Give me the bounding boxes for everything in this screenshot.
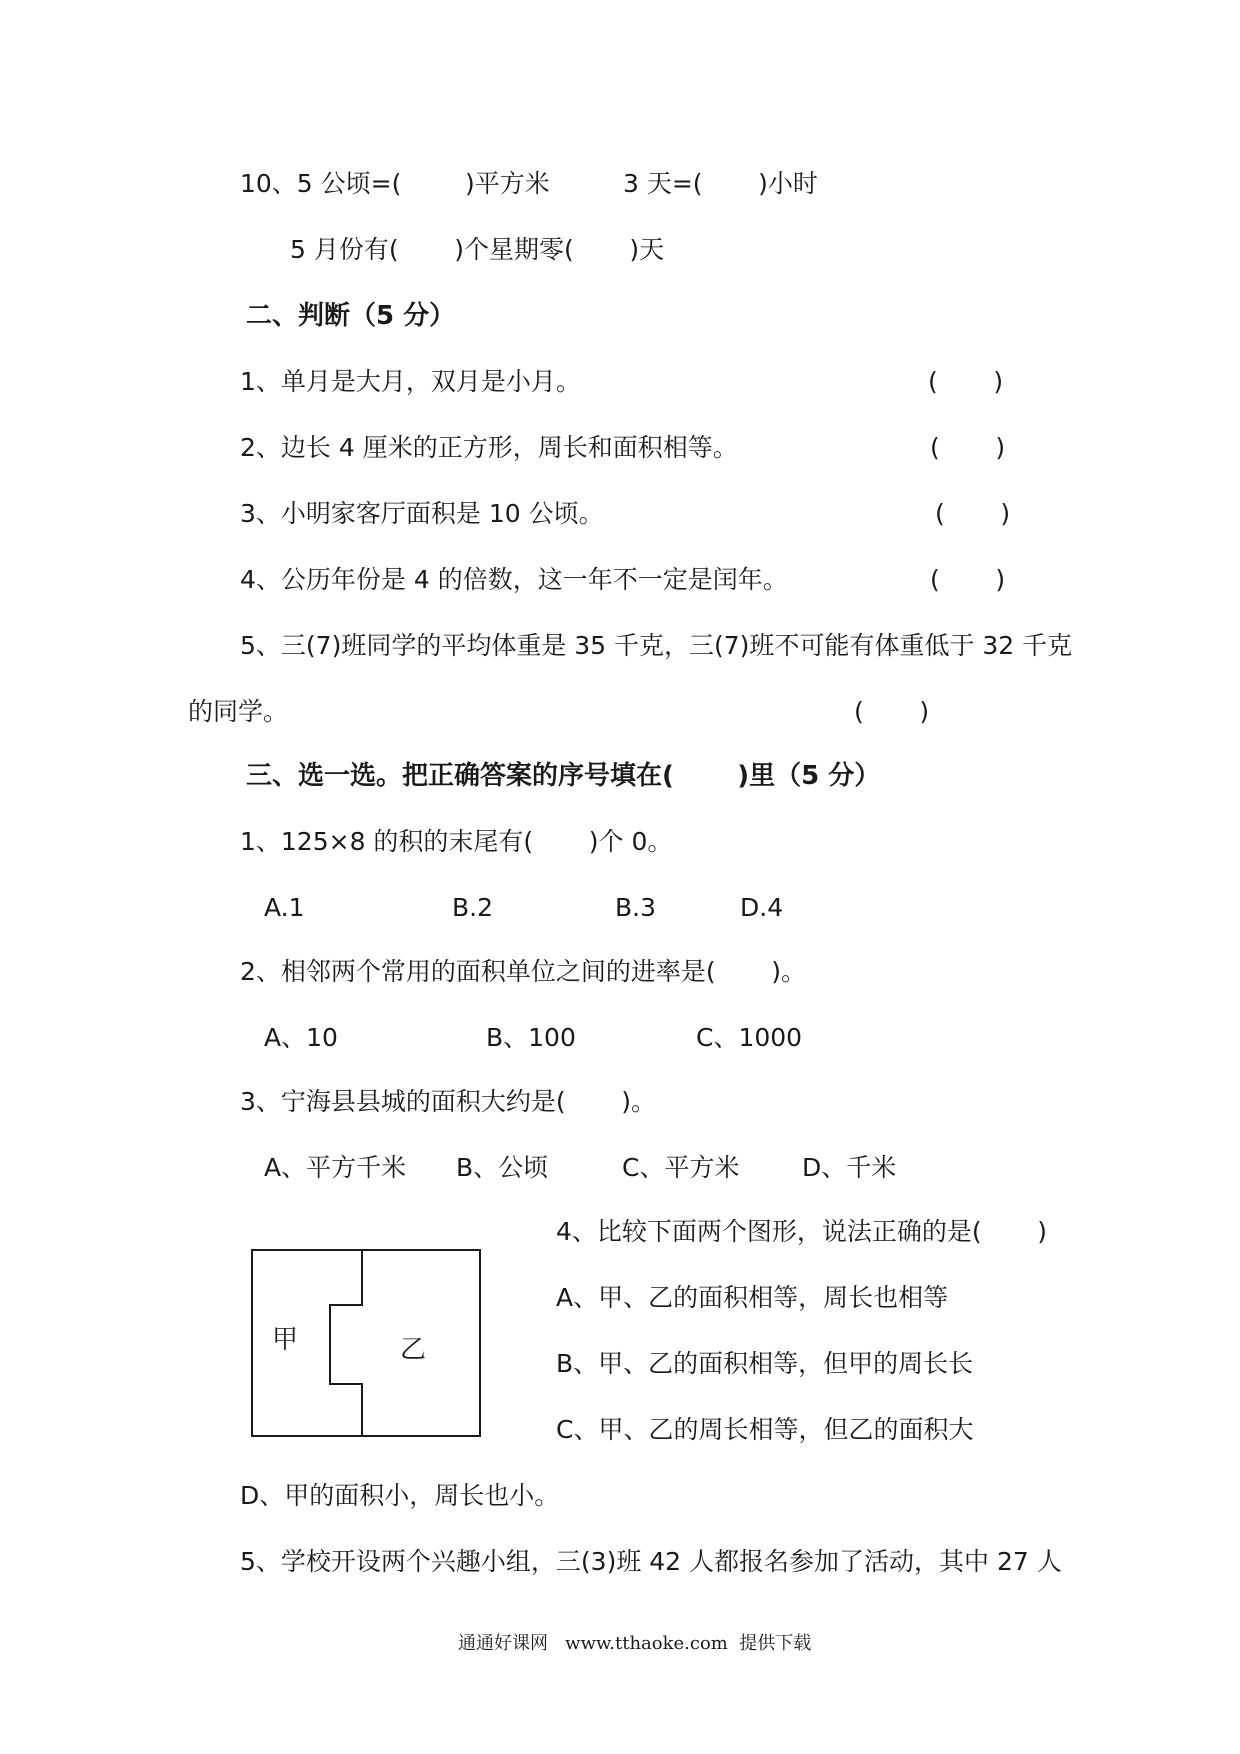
section2-heading: 二、判断（5 分）: [246, 301, 456, 331]
choice-q3-option-c: C、平方米: [622, 1153, 740, 1182]
choice-q4: 4、比较下面两个图形，说法正确的是( ): [556, 1217, 1048, 1246]
choice-q3: 3、宁海县县城的面积大约是( )。: [240, 1087, 657, 1116]
comparison-figure: [250, 1248, 482, 1438]
choice-q4-option-b: B、甲、乙的面积相等，但甲的周长长: [556, 1349, 974, 1378]
choice-q1-option-c: B.3: [615, 893, 657, 922]
section3-heading: 三、选一选。把正确答案的序号填在( )里（5 分）: [246, 761, 881, 791]
choice-q2-option-b: B、100: [486, 1023, 576, 1052]
choice-q2-option-c: C、1000: [696, 1023, 803, 1052]
choice-q1-option-a: A.1: [264, 893, 305, 922]
choice-q4-option-d: D、甲的面积小，周长也小。: [240, 1481, 560, 1510]
judge-item-5: 5、三(7)班同学的平均体重是 35 千克，三(7)班不可能有体重低于 32 千克: [240, 631, 1073, 660]
choice-q1: 1、125×8 的积的末尾有( )个 0。: [240, 827, 673, 856]
choice-q1-option-d: D.4: [740, 893, 784, 922]
choice-q3-option-d: D、千米: [802, 1153, 897, 1182]
judge-paren-5: ( ): [854, 697, 930, 726]
choice-q2: 2、相邻两个常用的面积单位之间的进率是( )。: [240, 957, 807, 986]
choice-q5: 5、学校开设两个兴趣小组，三(3)班 42 人都报名参加了活动，其中 27 人: [240, 1547, 1062, 1576]
figure-label-jia: 甲: [272, 1325, 299, 1355]
choice-q3-option-a: A、平方千米: [264, 1153, 407, 1182]
judge-paren-2: ( ): [930, 433, 1006, 462]
judge-item-4: 4、公历年份是 4 的倍数，这一年不一定是闰年。: [240, 565, 788, 594]
footer-source: 通通好课网 www.tthaoke.com 提供下载: [458, 1633, 812, 1654]
judge-item-1: 1、单月是大月，双月是小月。: [240, 367, 581, 396]
choice-q2-option-a: A、10: [264, 1023, 338, 1052]
figure-divider-line: [330, 1250, 362, 1436]
judge-item-2: 2、边长 4 厘米的正方形，周长和面积相等。: [240, 433, 738, 462]
judge-paren-1: ( ): [928, 367, 1004, 396]
choice-q3-option-b: B、公顷: [456, 1153, 549, 1182]
choice-q4-option-a: A、甲、乙的面积相等，周长也相等: [556, 1283, 949, 1312]
judge-paren-3: ( ): [935, 499, 1011, 528]
judge-item-3: 3、小明家客厅面积是 10 公顷。: [240, 499, 604, 528]
q10-line1-b: 3 天=( )小时: [623, 169, 818, 198]
choice-q1-option-b: B.2: [452, 893, 494, 922]
judge-paren-4: ( ): [930, 565, 1006, 594]
judge-item-5-cont: 的同学。: [188, 697, 289, 726]
q10-line1-a: 10、5 公顷=( )平方米: [240, 169, 550, 198]
figure-label-yi: 乙: [400, 1335, 427, 1365]
q10-line2: 5 月份有( )个星期零( )天: [290, 235, 665, 264]
choice-q4-option-c: C、甲、乙的周长相等，但乙的面积大: [556, 1415, 974, 1444]
